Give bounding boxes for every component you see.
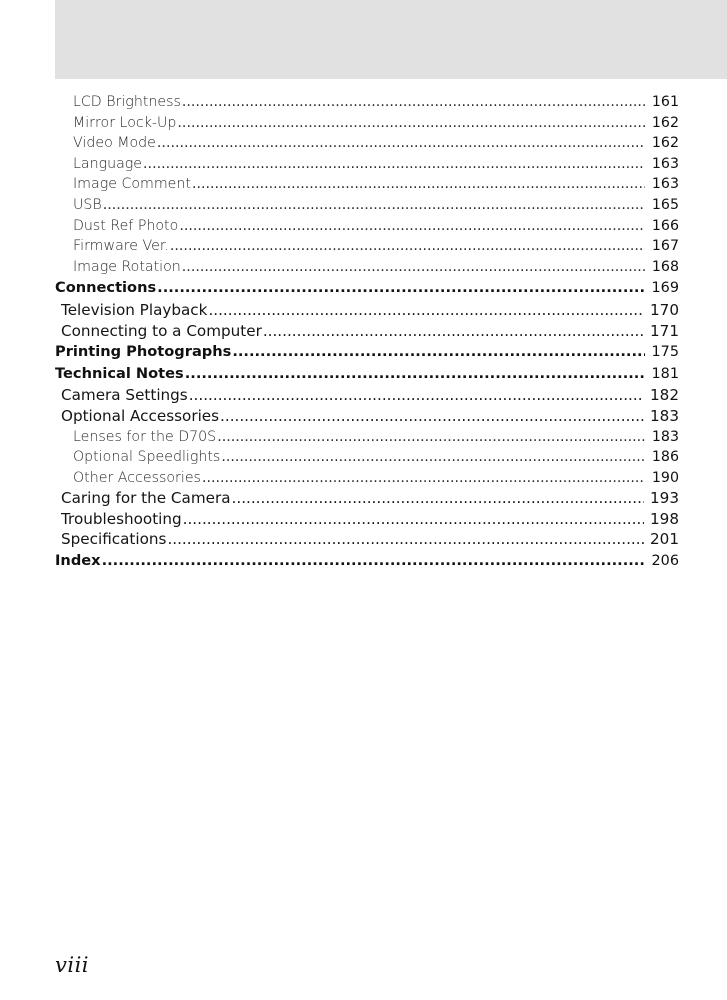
toc-entry[interactable]	[55, 551, 679, 572]
toc-dot-leader	[182, 257, 645, 278]
toc-entry-page: 163	[651, 176, 679, 193]
toc-entry-title: Lenses for the D70S	[73, 428, 217, 445]
toc-entry[interactable]	[55, 174, 679, 195]
toc-entry-page: 193	[650, 489, 679, 508]
toc-entry-title: Language	[73, 155, 143, 172]
toc-entry[interactable]	[55, 447, 679, 468]
toc-entry-title: Firmware Ver.	[73, 238, 169, 255]
toc-entry[interactable]	[55, 257, 679, 278]
toc-dot-leader	[167, 529, 644, 550]
toc-dot-leader	[157, 278, 645, 299]
toc-entry[interactable]	[55, 321, 679, 342]
toc-entry-title: Mirror Lock-Up	[73, 114, 177, 131]
toc-entry-page: 162	[651, 114, 679, 131]
toc-entry[interactable]	[55, 236, 679, 257]
toc-entry-title: Optional Speedlights	[73, 449, 221, 466]
toc-entry[interactable]	[55, 406, 679, 427]
toc-dot-leader	[220, 406, 644, 427]
toc-entry[interactable]	[55, 364, 679, 385]
toc-dot-leader	[221, 447, 645, 468]
toc-entry[interactable]	[55, 468, 679, 489]
toc-entry-page: 161	[651, 94, 679, 110]
toc-entry[interactable]	[55, 92, 679, 113]
toc-dot-leader	[217, 427, 645, 448]
toc-dot-leader	[177, 113, 645, 134]
toc-entry[interactable]	[55, 509, 679, 530]
toc-dot-leader	[202, 468, 645, 489]
toc-entry-page: 183	[651, 428, 679, 445]
toc-entry-page: 183	[650, 406, 679, 425]
toc-dot-leader	[179, 216, 645, 237]
toc-entry-title: Troubleshooting	[61, 509, 182, 528]
toc-dot-leader	[189, 385, 644, 406]
toc-entry-page: 168	[651, 258, 679, 275]
toc-entry[interactable]	[55, 529, 679, 550]
toc-entry-title: Image Rotation	[73, 258, 181, 275]
toc-entry-page: 190	[651, 469, 679, 486]
toc-entry[interactable]	[55, 113, 679, 134]
toc-entry-page: 181	[651, 365, 679, 382]
toc-dot-leader	[102, 551, 645, 572]
toc-dot-leader	[183, 509, 644, 530]
toc-entry[interactable]	[55, 154, 679, 175]
toc-dot-leader	[185, 364, 645, 385]
toc-entry-page: 165	[651, 196, 679, 213]
toc-entry-title: Camera Settings	[61, 386, 188, 405]
toc-entry-page: 186	[651, 449, 679, 466]
toc-entry-title: Optional Accessories	[61, 406, 220, 425]
toc-entry-page: 198	[650, 509, 679, 528]
toc-entry-title: Index	[55, 552, 101, 570]
toc-dot-leader	[263, 321, 644, 342]
toc-entry-title: USB	[73, 196, 102, 213]
table-of-contents	[55, 92, 679, 573]
toc-entry-title: Printing Photographs	[55, 343, 232, 361]
toc-entry[interactable]	[55, 488, 679, 509]
toc-entry-page: 163	[651, 155, 679, 172]
toc-dot-leader	[232, 342, 645, 363]
toc-entry-title: Video Mode	[73, 135, 156, 152]
toc-dot-leader	[192, 174, 645, 195]
toc-dot-leader	[143, 154, 645, 175]
toc-entry[interactable]	[55, 133, 679, 154]
toc-entry-title: Television Playback	[61, 300, 208, 319]
toc-dot-leader	[182, 92, 645, 113]
toc-entry-page: 175	[651, 344, 679, 361]
toc-entry[interactable]	[55, 278, 679, 299]
toc-dot-leader	[157, 133, 645, 154]
toc-entry-page: 162	[651, 135, 679, 152]
toc-entry[interactable]	[55, 385, 679, 406]
toc-entry-page: 171	[650, 321, 679, 340]
toc-entry[interactable]	[55, 427, 679, 448]
toc-entry[interactable]	[55, 300, 679, 321]
toc-entry-title: Image Comment	[73, 176, 191, 193]
toc-entry-page: 166	[651, 217, 679, 234]
toc-entry-title: Specifications	[61, 530, 167, 549]
toc-entry-title: Caring for the Camera	[61, 489, 231, 508]
toc-entry[interactable]	[55, 342, 679, 363]
page-number: viii	[55, 953, 90, 977]
toc-entry[interactable]	[55, 195, 679, 216]
toc-entry-title: LCD Brightness	[73, 94, 181, 110]
toc-dot-leader	[232, 488, 644, 509]
header-band	[55, 0, 727, 79]
toc-entry[interactable]	[55, 216, 679, 237]
toc-entry-page: 167	[651, 238, 679, 255]
toc-entry-title: Connecting to a Computer	[61, 321, 262, 340]
toc-dot-leader	[170, 236, 645, 257]
toc-entry-page: 169	[651, 280, 679, 297]
toc-entry-page: 206	[651, 553, 679, 570]
toc-entry-title: Connections	[55, 279, 157, 297]
toc-entry-page: 182	[650, 386, 679, 405]
toc-dot-leader	[208, 300, 644, 321]
toc-entry-title: Dust Ref Photo	[73, 217, 179, 234]
toc-entry-page: 170	[650, 300, 679, 319]
toc-entry-title: Technical Notes	[55, 364, 184, 382]
toc-dot-leader	[103, 195, 645, 216]
toc-entry-title: Other Accessories	[73, 469, 201, 486]
toc-entry-page: 201	[650, 530, 679, 549]
